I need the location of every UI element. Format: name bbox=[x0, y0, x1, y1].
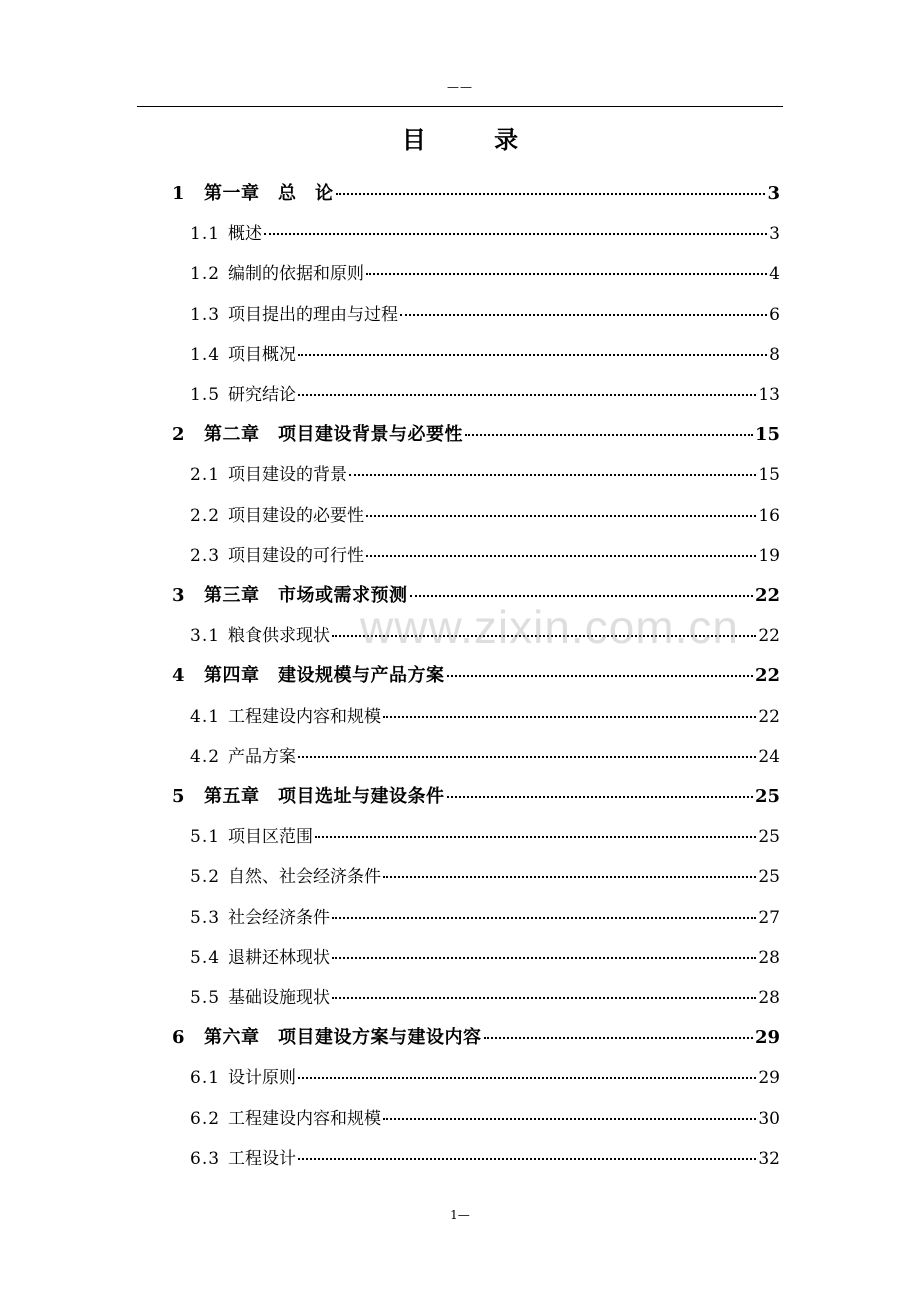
dot-leader bbox=[349, 474, 756, 476]
toc-section-entry[interactable] bbox=[190, 697, 780, 737]
toc-entry-page: 25 bbox=[758, 827, 780, 848]
toc-section-entry[interactable] bbox=[190, 857, 780, 897]
dot-leader bbox=[366, 273, 767, 275]
toc-entry-label: 概述 bbox=[228, 224, 263, 245]
toc-entry-page: 3 bbox=[767, 183, 780, 204]
dot-leader bbox=[383, 716, 756, 718]
toc-entry-number: 5.4 bbox=[190, 947, 221, 968]
toc-chapter-entry[interactable] bbox=[172, 1018, 780, 1058]
toc-entry-label: 编制的依据和原则 bbox=[228, 264, 365, 285]
dot-leader bbox=[298, 394, 756, 396]
toc-section-entry[interactable] bbox=[190, 536, 780, 576]
toc-entry-page: 25 bbox=[758, 867, 780, 888]
header-rule bbox=[137, 106, 783, 107]
toc-entry-page: 16 bbox=[758, 505, 780, 526]
toc-section-entry[interactable] bbox=[190, 375, 780, 415]
toc-section-entry[interactable] bbox=[190, 1058, 780, 1098]
toc-entry-label: 项目提出的理由与过程 bbox=[228, 304, 399, 325]
toc-section-entry[interactable] bbox=[190, 455, 780, 495]
toc-entry-number: 2.1 bbox=[190, 465, 221, 486]
toc-chapter-entry[interactable] bbox=[172, 415, 780, 455]
toc-entry-page: 28 bbox=[758, 947, 780, 968]
toc-entry-page: 32 bbox=[758, 1148, 780, 1169]
toc-entry-label: 项目区范围 bbox=[228, 827, 314, 848]
watermark: www.zixin.com.cn bbox=[360, 601, 739, 653]
toc-entry-number: 4.2 bbox=[190, 746, 221, 767]
dot-leader bbox=[332, 917, 756, 919]
dot-leader bbox=[298, 1077, 756, 1079]
dot-leader bbox=[336, 193, 766, 195]
toc-entry-number: 1 bbox=[172, 183, 185, 204]
toc-entry-number: 1.3 bbox=[190, 304, 221, 325]
toc-entry-label: 退耕还林现状 bbox=[228, 947, 331, 968]
toc-chapter-entry[interactable] bbox=[172, 174, 780, 214]
toc-section-entry[interactable] bbox=[190, 335, 780, 375]
toc-section-entry[interactable] bbox=[190, 898, 780, 938]
toc-section-entry[interactable] bbox=[190, 978, 780, 1018]
page-header: —— bbox=[447, 80, 473, 94]
dot-leader bbox=[332, 957, 756, 959]
toc-entry-page: 3 bbox=[769, 224, 780, 245]
toc-entry-page: 22 bbox=[754, 665, 780, 687]
toc-entry-page: 22 bbox=[754, 585, 780, 606]
dot-leader bbox=[298, 354, 767, 356]
dot-leader bbox=[447, 796, 753, 798]
toc-entry-label: 社会经济条件 bbox=[228, 907, 331, 928]
toc-entry-label: 基础设施现状 bbox=[228, 988, 331, 1008]
toc-entry-label: 第四章 建设规模与产品方案 bbox=[204, 665, 445, 687]
toc-entry-page: 6 bbox=[769, 304, 780, 325]
toc-entry-label: 项目建设的必要性 bbox=[228, 505, 365, 526]
toc-entry-number: 1.1 bbox=[190, 224, 221, 245]
toc-entry-label: 第一章 总 论 bbox=[204, 183, 334, 204]
toc-entry-label: 粮食供求现状 bbox=[228, 626, 331, 647]
toc-entry-page: 15 bbox=[758, 465, 780, 486]
toc-entry-page: 22 bbox=[758, 626, 780, 647]
toc-entry-label: 工程建设内容和规模 bbox=[228, 1108, 382, 1129]
toc-entry-number: 3.1 bbox=[190, 626, 221, 647]
toc-entry-page: 8 bbox=[769, 344, 780, 365]
toc-entry-number: 5.2 bbox=[190, 867, 221, 888]
dot-leader bbox=[400, 314, 767, 316]
toc-entry-page: 4 bbox=[769, 264, 780, 285]
toc-section-entry[interactable] bbox=[190, 295, 780, 335]
dot-leader bbox=[366, 555, 756, 557]
toc-entry-page: 25 bbox=[754, 786, 780, 807]
dot-leader bbox=[383, 1118, 756, 1120]
toc-entry-page: 28 bbox=[758, 988, 780, 1008]
dot-leader bbox=[366, 515, 756, 517]
toc-entry-page: 22 bbox=[758, 706, 780, 727]
toc-entry-page: 29 bbox=[758, 1068, 780, 1089]
dot-leader bbox=[332, 997, 756, 999]
toc-entry-number: 6.2 bbox=[190, 1108, 221, 1129]
toc-entry-page: 19 bbox=[758, 545, 780, 566]
dot-leader bbox=[298, 756, 756, 758]
toc-entry-page: 24 bbox=[758, 746, 780, 767]
toc-entry-number: 6.1 bbox=[190, 1068, 221, 1089]
toc-section-entry[interactable] bbox=[190, 496, 780, 536]
toc-entry-label: 工程设计 bbox=[228, 1148, 297, 1169]
toc-entry-number: 5.5 bbox=[190, 988, 221, 1008]
dot-leader bbox=[410, 595, 753, 597]
toc-entry-label: 项目概况 bbox=[228, 344, 297, 365]
toc-chapter-entry[interactable] bbox=[172, 777, 780, 817]
toc-entry-page: 15 bbox=[754, 424, 780, 446]
toc-section-entry[interactable] bbox=[190, 737, 780, 777]
toc-entry-number: 4 bbox=[172, 665, 185, 687]
toc-entry-label: 第六章 项目建设方案与建设内容 bbox=[204, 1027, 482, 1049]
dot-leader bbox=[447, 675, 753, 677]
toc-entry-page: 30 bbox=[758, 1108, 780, 1129]
toc-entry-number: 2.3 bbox=[190, 545, 221, 566]
page-number: 1— bbox=[450, 1208, 470, 1222]
dot-leader bbox=[315, 836, 756, 838]
toc-entry-number: 3 bbox=[172, 585, 185, 606]
dot-leader bbox=[298, 1158, 756, 1160]
toc-chapter-entry[interactable] bbox=[172, 656, 780, 696]
toc-entry-label: 第三章 市场或需求预测 bbox=[204, 585, 408, 606]
toc-entry-label: 第二章 项目建设背景与必要性 bbox=[204, 424, 463, 446]
toc-entry-number: 1.4 bbox=[190, 344, 221, 365]
toc-entry-page: 29 bbox=[754, 1027, 780, 1049]
toc-entry-number: 6.3 bbox=[190, 1148, 221, 1169]
toc-title: 目 录 bbox=[401, 125, 549, 154]
toc-section-entry[interactable] bbox=[190, 214, 780, 254]
toc-entry-number: 2 bbox=[172, 424, 185, 446]
dot-leader bbox=[484, 1037, 753, 1039]
toc-entry-number: 5.3 bbox=[190, 907, 221, 928]
toc-entry-label: 项目建设的背景 bbox=[228, 465, 348, 486]
toc-entry-number: 5.1 bbox=[190, 827, 221, 848]
dot-leader bbox=[264, 233, 767, 235]
toc-section-entry[interactable] bbox=[190, 817, 780, 857]
toc-entry-page: 13 bbox=[758, 385, 780, 405]
dot-leader bbox=[383, 876, 756, 878]
toc-entry-number: 5 bbox=[172, 786, 185, 807]
toc-section-entry[interactable] bbox=[190, 938, 780, 978]
toc-section-entry[interactable] bbox=[190, 1139, 780, 1179]
toc-entry-label: 项目建设的可行性 bbox=[228, 545, 365, 566]
toc-entry-number: 4.1 bbox=[190, 706, 221, 727]
toc-entry-page: 27 bbox=[758, 907, 780, 928]
toc-entry-number: 1.2 bbox=[190, 264, 221, 285]
toc-entry-number: 6 bbox=[172, 1027, 185, 1049]
toc-entry-label: 产品方案 bbox=[228, 746, 297, 767]
toc-entry-number: 1.5 bbox=[190, 385, 221, 405]
toc-section-entry[interactable] bbox=[190, 254, 780, 294]
toc-section-entry[interactable] bbox=[190, 1099, 780, 1139]
toc-entry-label: 自然、社会经济条件 bbox=[228, 867, 382, 888]
dot-leader bbox=[465, 434, 753, 436]
toc-entry-label: 设计原则 bbox=[228, 1068, 297, 1089]
toc-entry-label: 研究结论 bbox=[228, 385, 297, 405]
toc-entry-number: 2.2 bbox=[190, 505, 221, 526]
toc-entry-label: 第五章 项目选址与建设条件 bbox=[204, 786, 445, 807]
toc-entry-label: 工程建设内容和规模 bbox=[228, 706, 382, 727]
